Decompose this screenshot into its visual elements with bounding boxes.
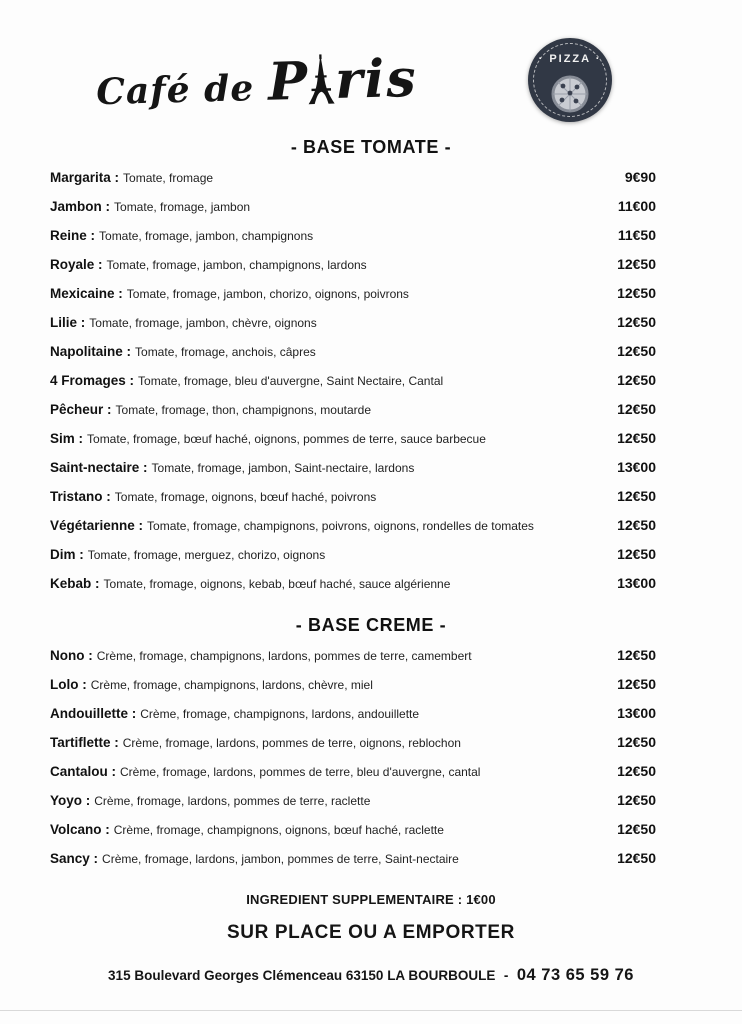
item-description: Crème, fromage, lardons, pommes de terre, oignons, reblochon	[122, 736, 461, 750]
item-description: Tomate, fromage, jambon, Saint-nectaire, lardons	[151, 461, 415, 475]
section-items	[0, 169, 742, 604]
item-description: Crème, fromage, champignons, lardons, chèvre, miel	[90, 678, 373, 692]
menu-item-text	[50, 314, 605, 332]
menu-item-row	[50, 285, 656, 314]
item-name: Yoyo :	[50, 793, 91, 808]
item-name: Napolitaine :	[50, 344, 132, 359]
item-name: Mexicaine :	[50, 286, 123, 301]
menu-item-row	[50, 198, 656, 227]
menu-item-text	[50, 647, 605, 665]
item-name: Pêcheur :	[50, 402, 112, 417]
supplement-note: INGREDIENT SUPPLEMENTAIRE : 1€00	[246, 892, 496, 907]
menu-item-row	[50, 430, 656, 459]
item-price: 12€50	[617, 343, 656, 359]
item-name: Margarita :	[50, 170, 120, 185]
item-price: 11€50	[617, 227, 656, 243]
item-price: 13€00	[617, 705, 656, 721]
menu-item-text	[50, 850, 605, 868]
badge-dot-right: ·	[595, 53, 602, 65]
item-name: Volcano :	[50, 822, 110, 837]
item-name: Sancy :	[50, 851, 99, 866]
menu-item-text	[50, 763, 605, 781]
menu-item-row	[50, 763, 656, 792]
menu-item-text	[50, 169, 613, 187]
menu-item-row	[50, 372, 656, 401]
item-price: 12€50	[617, 517, 656, 533]
item-price: 12€50	[617, 763, 656, 779]
menu-item-row	[50, 546, 656, 575]
menu-item-row	[50, 401, 656, 430]
item-price: 12€50	[617, 850, 656, 866]
menu-item-text	[50, 459, 605, 477]
pizza-badge	[528, 38, 612, 122]
menu-item-row	[50, 517, 656, 546]
menu-item-row	[50, 850, 656, 879]
item-description: Crème, fromage, champignons, lardons, andouillette	[140, 707, 420, 721]
item-description: Tomate, fromage, oignons, kebab, bœuf haché, sauce algérienne	[103, 577, 451, 591]
item-name: Sim :	[50, 431, 84, 446]
section-items	[0, 647, 742, 879]
item-description: Crème, fromage, champignons, oignons, bœuf haché, raclette	[113, 823, 444, 837]
item-description: Tomate, fromage, jambon, chorizo, oignons, poivrons	[126, 287, 409, 301]
item-name: Nono :	[50, 648, 93, 663]
badge-dot-left: ·	[538, 53, 545, 65]
menu-item-row	[50, 459, 656, 488]
item-price: 13€00	[617, 575, 656, 591]
item-price: 13€00	[617, 459, 656, 475]
item-price: 12€50	[617, 734, 656, 750]
item-name: Végétarienne :	[50, 518, 144, 533]
item-description: Tomate, fromage, oignons, bœuf haché, poivrons	[114, 490, 377, 504]
item-price: 12€50	[617, 647, 656, 663]
item-name: 4 Fromages :	[50, 373, 135, 388]
menu-item-text	[50, 198, 606, 216]
brand-word-end: ris	[334, 47, 419, 111]
item-price: 12€50	[617, 430, 656, 446]
street-address: 315 Boulevard Georges Clémenceau 63150 LA BOURBOULE	[108, 968, 496, 983]
item-description: Crème, fromage, lardons, jambon, pommes de terre, Saint-nectaire	[102, 852, 459, 866]
item-name: Reine :	[50, 228, 96, 243]
menu-item-text	[50, 488, 605, 506]
item-description: Tomate, fromage, jambon, champignons	[99, 229, 314, 243]
item-price: 12€50	[617, 821, 656, 837]
menu-section	[0, 613, 742, 879]
brand-prefix: Café de	[95, 66, 255, 113]
item-name: Tristano :	[50, 489, 111, 504]
item-description: Tomate, fromage, thon, champignons, moutarde	[115, 403, 372, 417]
menu-item-row	[50, 575, 656, 604]
item-description: Tomate, fromage, jambon, chèvre, oignons	[89, 316, 317, 330]
menu-item-text	[50, 285, 605, 303]
phone-number: 04 73 65 59 76	[516, 966, 634, 984]
brand-word	[267, 43, 418, 112]
item-price: 12€50	[617, 792, 656, 808]
page-edge-line	[0, 1010, 742, 1011]
item-description: Crème, fromage, lardons, pommes de terre, bleu d'auvergne, cantal	[120, 765, 481, 779]
menu-item-row	[50, 343, 656, 372]
menu-item-row	[50, 821, 656, 850]
menu-item-text	[50, 676, 605, 694]
item-description: Tomate, fromage	[123, 171, 214, 185]
eiffel-tower-icon	[305, 53, 336, 106]
item-price: 11€00	[617, 198, 656, 214]
item-name: Jambon :	[50, 199, 111, 214]
item-price: 12€50	[617, 401, 656, 417]
menu	[0, 135, 742, 879]
item-description: Tomate, fromage, merguez, chorizo, oignons	[87, 548, 326, 562]
address-separator: -	[503, 968, 509, 983]
item-price: 12€50	[617, 676, 656, 692]
badge-title: PIZZA	[549, 53, 591, 65]
menu-item-row	[50, 256, 656, 285]
item-price: 12€50	[617, 546, 656, 562]
item-name: Cantalou :	[50, 764, 116, 779]
item-name: Saint-nectaire :	[50, 460, 148, 475]
menu-item-text	[50, 546, 605, 564]
item-price: 12€50	[617, 488, 656, 504]
item-name: Royale :	[50, 257, 103, 272]
menu-item-row	[50, 647, 656, 676]
item-name: Lolo :	[50, 677, 87, 692]
item-name: Lilie :	[50, 315, 86, 330]
menu-item-text	[50, 343, 605, 361]
item-description: Tomate, fromage, jambon	[114, 200, 251, 214]
menu-item-row	[50, 227, 656, 256]
item-price: 9€90	[624, 169, 656, 185]
item-description: Tomate, fromage, anchois, câpres	[135, 345, 316, 359]
menu-item-text	[50, 705, 605, 723]
menu-item-text	[50, 575, 605, 593]
item-name: Andouillette :	[50, 706, 137, 721]
brand-word-start: P	[267, 50, 310, 113]
menu-item-row	[50, 314, 656, 343]
menu-item-text	[50, 517, 605, 535]
menu-item-row	[50, 705, 656, 734]
address-line	[0, 964, 742, 987]
item-price: 12€50	[617, 314, 656, 330]
menu-item-text	[50, 401, 605, 419]
item-description: Tomate, fromage, bœuf haché, oignons, pommes de terre, sauce barbecue	[87, 432, 486, 446]
header	[0, 34, 742, 126]
menu-item-text	[50, 734, 605, 752]
menu-item-text	[50, 821, 605, 839]
item-description: Tomate, fromage, champignons, poivrons, oignons, rondelles de tomates	[147, 519, 534, 533]
item-description: Tomate, fromage, jambon, champignons, lardons	[106, 258, 367, 272]
item-description: Crème, fromage, lardons, pommes de terre, raclette	[94, 794, 371, 808]
pizza-icon	[550, 74, 590, 114]
menu-item-row	[50, 488, 656, 517]
menu-item-text	[50, 256, 605, 274]
badge-label	[528, 53, 612, 65]
item-price: 12€50	[617, 372, 656, 388]
item-name: Kebab :	[50, 576, 100, 591]
menu-item-row	[50, 169, 656, 198]
menu-item-text	[50, 227, 606, 245]
menu-item-text	[50, 372, 605, 390]
item-price: 12€50	[617, 285, 656, 301]
menu-section	[0, 135, 742, 604]
item-price: 12€50	[617, 256, 656, 272]
service-note: SUR PLACE OU A EMPORTER	[227, 922, 515, 943]
item-name: Tartiflette :	[50, 735, 119, 750]
brand-logo	[95, 43, 418, 116]
section-title: - BASE CREME -	[295, 615, 447, 635]
menu-item-row	[50, 676, 656, 705]
item-description: Crème, fromage, champignons, lardons, pommes de terre, camembert	[96, 649, 472, 663]
item-description: Tomate, fromage, bleu d'auvergne, Saint Nectaire, Cantal	[138, 374, 444, 388]
section-title: - BASE TOMATE -	[290, 137, 452, 157]
menu-item-text	[50, 430, 605, 448]
menu-item-row	[50, 734, 656, 763]
item-name: Dim :	[50, 547, 84, 562]
menu-item-text	[50, 792, 605, 810]
menu-item-row	[50, 792, 656, 821]
